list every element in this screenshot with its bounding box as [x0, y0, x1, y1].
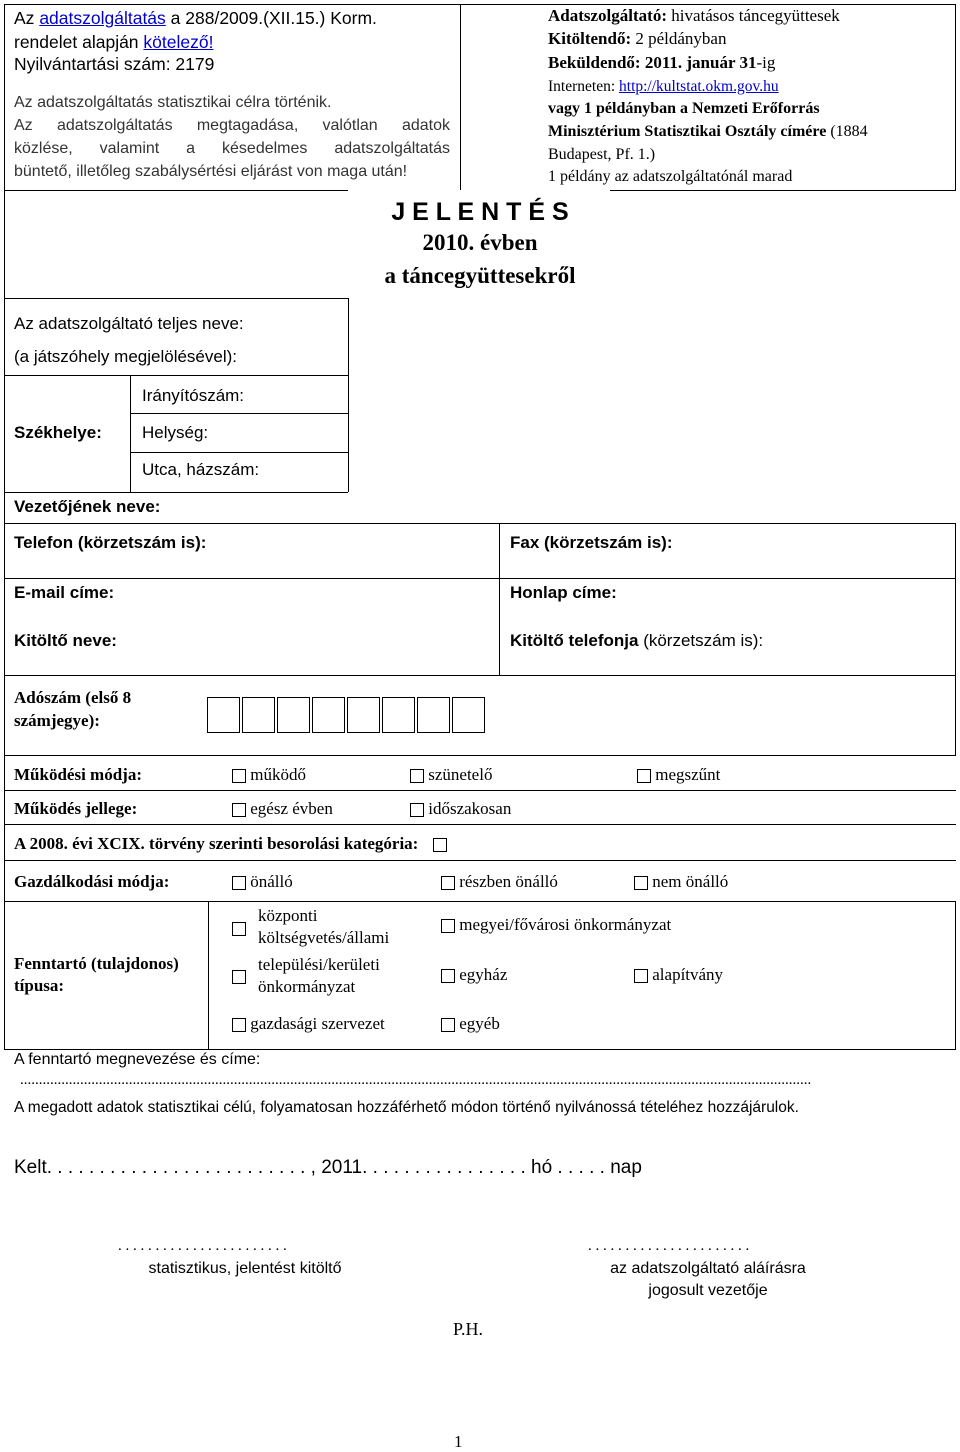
checkbox-icon[interactable]: [232, 970, 246, 984]
owner-option-foundation[interactable]: alapítvány: [634, 965, 723, 985]
economy-option-partly[interactable]: részben önálló: [441, 872, 558, 892]
report-title: J E L E N T É S: [391, 198, 569, 226]
tax-digit-2[interactable]: [242, 697, 275, 733]
purpose-text: Az adatszolgáltatás statisztikai célra történik.: [14, 94, 332, 111]
city-label: Helység:: [142, 423, 209, 442]
tax-bottom: [4, 755, 956, 756]
warning-line3: büntető, illetőleg szabálysértési eljárást von maga után!: [14, 163, 408, 180]
report-year: 2010. évben: [422, 230, 538, 255]
checkbox-icon[interactable]: [441, 919, 455, 933]
copy-note: 1 példány az adatszolgáltatónál marad: [548, 168, 793, 185]
header-left-bottom: [4, 190, 348, 191]
category-bottom: [4, 860, 956, 861]
phone-bottom: [4, 578, 956, 579]
owner-option-county[interactable]: megyei/fővárosi önkormányzat: [441, 915, 671, 935]
warning-line1: Az adatszolgáltatás megtagadása, valótlan adatok: [14, 117, 450, 134]
checkbox-icon[interactable]: [232, 1018, 246, 1032]
owner-option-church[interactable]: egyház: [441, 965, 507, 985]
filler-caption: statisztikus, jelentést kitöltő: [148, 1260, 342, 1277]
contact-divider-1: [499, 523, 500, 578]
tax-label-1: Adószám (első 8: [14, 688, 132, 707]
checkbox-icon[interactable]: [232, 922, 246, 936]
manager-label: Vezetőjének neve:: [14, 497, 161, 516]
filler-name-label: Kitöltő neve:: [14, 631, 117, 650]
tax-label-2: számjegye):: [14, 711, 100, 730]
checkbox-icon[interactable]: [634, 876, 648, 890]
frame-left: [4, 4, 5, 1050]
report-subject: a táncegyüttesekről: [384, 263, 576, 288]
mode-option-suspended[interactable]: szünetelő: [410, 765, 492, 785]
owner-divider: [208, 901, 209, 1050]
consent-text: A megadott adatok statisztikai célú, folyamatosan hozzáférhető módon történő nyilvánossá tételéhez hozzájárulok.: [14, 1099, 799, 1116]
nature-label: Működés jellege:: [14, 799, 138, 818]
address-line: Budapest, Pf. 1.): [548, 146, 656, 163]
nature-option-year-round[interactable]: egész évben: [232, 799, 333, 819]
checkbox-icon[interactable]: [410, 803, 424, 817]
internet-line: Interneten: http://kultstat.okm.gov.hu: [548, 78, 779, 95]
tax-digit-3[interactable]: [277, 697, 310, 733]
copies-line: Kitöltendő: 2 példányban: [548, 29, 727, 48]
seat-block-top: [4, 375, 348, 376]
economy-option-not[interactable]: nem önálló: [634, 872, 728, 892]
owner-option-central[interactable]: [232, 918, 246, 938]
checkbox-icon[interactable]: [410, 769, 424, 783]
id-block-top: [4, 298, 348, 299]
checkbox-icon[interactable]: [232, 876, 246, 890]
zip-label: Irányítószám:: [142, 386, 245, 405]
nature-option-periodic[interactable]: időszakosan: [410, 799, 511, 819]
signature-dots-right: . . . . . . . . . . . . . . . . . . . . . .: [588, 1238, 750, 1254]
mode-option-operating[interactable]: működő: [232, 765, 306, 785]
legal-basis-line2: rendelet alapján kötelező!: [14, 32, 214, 52]
tax-digit-8[interactable]: [452, 697, 485, 733]
manager-caption-2: jogosult vezetője: [648, 1282, 768, 1299]
street-label: Utca, házszám:: [142, 460, 260, 479]
provider-line: Adatszolgáltató: hivatásos táncegyüttesek: [548, 6, 840, 25]
website-label: Honlap címe:: [510, 583, 617, 602]
owner-name-address-label: A fenntartó megnevezése és címe:: [14, 1051, 261, 1068]
registration-number: Nyilvántartási szám: 2179: [14, 54, 215, 74]
checkbox-icon[interactable]: [232, 803, 246, 817]
ministry-line2: Minisztérium Statisztikai Osztály címére (1884: [548, 123, 868, 140]
owner-right: [955, 901, 956, 1050]
nature-bottom: [4, 824, 956, 825]
tax-digit-1[interactable]: [207, 697, 240, 733]
header-right-bottom: [610, 190, 956, 191]
owner-option-business[interactable]: gazdasági szervezet: [232, 1014, 385, 1034]
header-divider: [460, 4, 461, 190]
economy-option-independent[interactable]: önálló: [232, 872, 293, 892]
contact-right: [955, 523, 956, 675]
owner-name-dots[interactable]: ...................................................................................................................................................................................................................: [20, 1072, 812, 1088]
owner-label-1: Fenntartó (tulajdonos): [14, 954, 179, 973]
tax-digit-5[interactable]: [347, 697, 380, 733]
seat-block-bottom: [4, 492, 348, 493]
warning-line2: közlése, valamint a késedelmes adatszolgáltatás: [14, 140, 450, 157]
zip-bottom: [130, 413, 348, 414]
mode-label: Működési módja:: [14, 765, 142, 784]
tax-digit-4[interactable]: [312, 697, 345, 733]
seat-label: Székhelye:: [14, 423, 102, 442]
stamp-place: P.H.: [453, 1319, 484, 1339]
checkbox-icon[interactable]: [433, 838, 447, 852]
signature-dots-left: . . . . . . . . . . . . . . . . . . . . . . .: [118, 1238, 287, 1254]
email-label: E-mail címe:: [14, 583, 115, 602]
legal-basis-line1: Az adatszolgáltatás a 288/2009.(XII.15.) Korm.: [14, 8, 377, 28]
mode-option-ceased[interactable]: megszűnt: [637, 765, 720, 785]
checkbox-icon[interactable]: [441, 969, 455, 983]
manager-caption-1: az adatszolgáltató aláírásra: [610, 1260, 806, 1277]
category-label: A 2008. évi XCIX. törvény szerinti besorolási kategória:: [14, 834, 447, 854]
id-block-right: [348, 298, 349, 492]
fax-label: Fax (körzetszám is):: [510, 533, 673, 552]
phone-label: Telefon (körzetszám is):: [14, 533, 207, 552]
mode-bottom: [4, 790, 956, 791]
tax-right: [955, 675, 956, 755]
contact-divider-2: [499, 578, 500, 675]
owner-option-other[interactable]: egyéb: [441, 1014, 500, 1034]
owner-central-text: központi költségvetés/állami: [258, 906, 390, 947]
checkbox-icon[interactable]: [634, 969, 648, 983]
filler-phone-label: Kitöltő telefonja (körzetszám is):: [510, 631, 764, 650]
frame-right: [955, 4, 956, 190]
checkbox-icon[interactable]: [441, 876, 455, 890]
link-kotelezo[interactable]: kötelező!: [143, 32, 214, 52]
seat-divider: [130, 375, 131, 492]
checkbox-icon[interactable]: [441, 1018, 455, 1032]
owner-label-2: típusa:: [14, 976, 65, 995]
page-number: 1: [454, 1432, 463, 1451]
tax-digit-7[interactable]: [417, 697, 450, 733]
contact-top: [4, 523, 956, 524]
frame-top: [4, 4, 956, 5]
contact-bottom: [4, 675, 956, 676]
link-kultstat[interactable]: http://kultstat.okm.gov.hu: [619, 78, 779, 95]
economy-label: Gazdálkodási módja:: [14, 872, 170, 891]
tax-digit-6[interactable]: [382, 697, 415, 733]
link-adatszolgaltatas[interactable]: adatszolgáltatás: [39, 8, 166, 28]
checkbox-icon[interactable]: [637, 769, 651, 783]
city-bottom: [130, 452, 348, 453]
venue-note-label: (a játszóhely megjelölésével):: [14, 347, 237, 366]
owner-bottom: [4, 1049, 956, 1050]
deadline-line: Beküldendő: 2011. január 31-ig: [548, 53, 776, 72]
checkbox-icon[interactable]: [232, 769, 246, 783]
owner-local-text: települési/kerületi önkormányzat: [258, 955, 380, 996]
kelt-line: Kelt. . . . . . . . . . . . . . . . . . . . . . . . . , 2011. . . . . . . . . . . . . . . . hó . . . . . nap: [14, 1157, 642, 1178]
owner-top: [4, 901, 956, 902]
owner-option-local[interactable]: [232, 966, 246, 986]
ministry-line1: vagy 1 példányban a Nemzeti Erőforrás: [548, 100, 820, 117]
full-name-label: Az adatszolgáltató teljes neve:: [14, 314, 244, 333]
